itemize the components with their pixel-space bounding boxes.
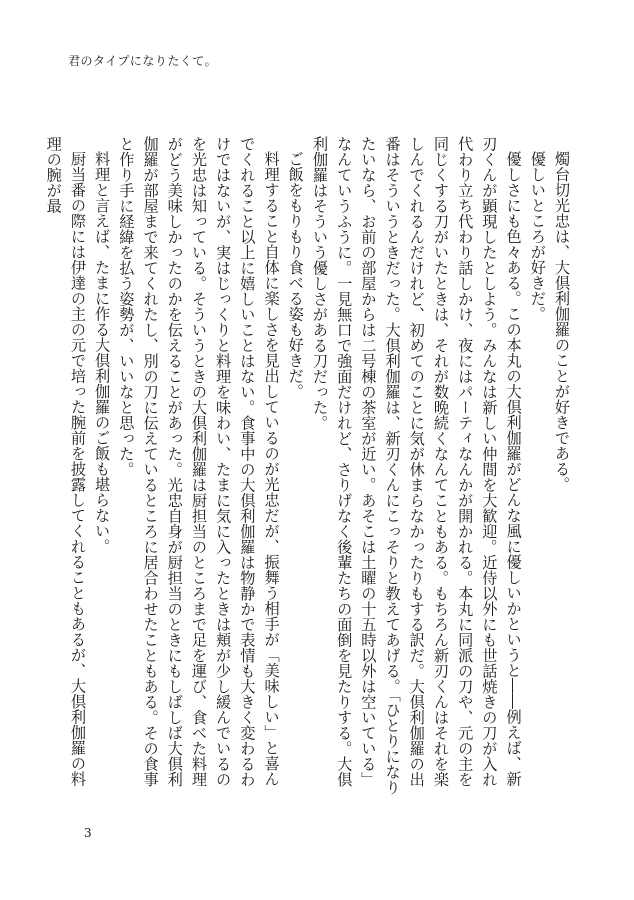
paragraph: ご飯をもりもり食べる姿も好きだ。 [286, 151, 305, 400]
page-number: 3 [84, 826, 92, 840]
paragraph: 優しさにも色々ある。この本丸の大倶利伽羅がどんな風に優しいかというと――例えば、新刃くんが顕現したとしよう。みんなは新しい仲間を大歓迎。近侍以外にも世話焼きの刀が入れ代わり立ち代わり話しかけ、夜にはパーティなんかが開かれる。本丸に同派の刀や、元の主を同じくする刀がいたときは、それが数晩続くなんてこともある。もちろん新刃くんはそれを楽しんでくれるんだけれど、初めてのことに気が休まらなかったりもする訳だ。大倶利伽羅の出番はそういうときだった。大倶利伽羅は、新刃くんにこっそりと教えてあげる。「ひとりになりたいなら、お前の部屋からは二号棟の茶室が近い。あそこは土曜の十五時以外は空いている」なんていうふうに。一見無口で強面だけれど、さりげなく後輩たちの面倒を見たりする。大倶利伽羅はそういう優しさがある刀だった。 [310, 136, 523, 795]
paragraph: 燭台切光忠は、大倶利伽羅のことが好きである。 [553, 151, 571, 493]
paragraph: 優しいところが好きだ。 [528, 151, 547, 322]
paragraph: 料理と言えば、たまに作る大倶利伽羅のご飯も堪らない。 [93, 151, 112, 555]
paragraph: 料理すること自体に楽しさを見出しているのが光忠だが、振舞う相手が「美味しい」と喜んでくれること以上に嬉しいことはない。食事中の大倶利伽羅は物静かで表情も大きく変わるわけではないが、実はじっくりと料理を味わい、たまに気に入ったときは頬が少し緩んでいるのを光忠は知っている。そういうときの大倶利伽羅は厨担当のところまで足を運び、食べた料理がどう美味しかったのかを伝えることがあった。光忠自身が厨担当のときにもしばしば大倶利伽羅が部屋まで来てくれたし、別の刀に伝えているところに居合わせたこともある。その食事と作り手に経緯を払う姿勢が、いいなと思った。 [117, 136, 281, 787]
body-text [44, 136, 574, 796]
paragraph: 厨当番の際には伊達の主の元で培った腕前を披露してくれることもあるが、大倶利伽羅の料理の腕が最 [44, 136, 87, 787]
running-title: 君のタイプになりたくて。 [68, 54, 218, 68]
